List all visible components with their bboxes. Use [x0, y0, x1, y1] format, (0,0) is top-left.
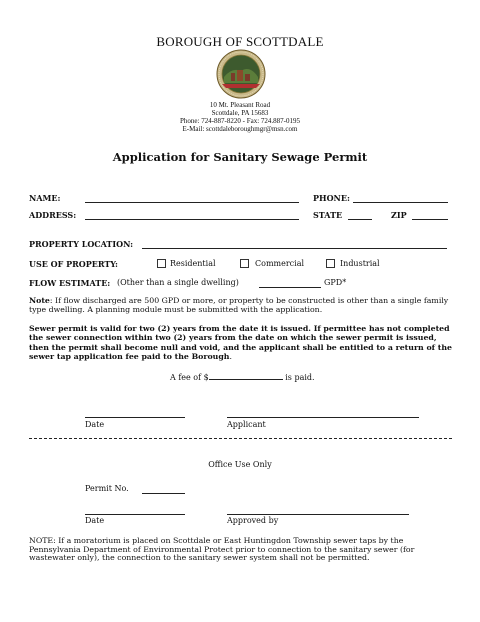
property-location-field[interactable]	[142, 248, 447, 249]
approved-by-line[interactable]	[227, 514, 409, 515]
office-use-heading: Office Use Only	[208, 460, 272, 469]
fee-amount-field[interactable]	[209, 372, 283, 380]
form-title: Application for Sanitary Sewage Permit	[112, 150, 368, 164]
email-line: E-Mail: scottdaleboroughmgr@msn.com	[182, 125, 298, 133]
zip-field[interactable]	[412, 219, 448, 220]
industrial-option-label: Industrial	[340, 259, 380, 268]
cut-divider	[29, 438, 452, 439]
validity-text: Sewer permit is valid for two (2) years from the date it is issued. If permittee has not completed the sewer connection within two (2) years from the date on which the sewer permit is issued, then the permit shall become null and void, and the applicant shall be entitled to a return of the sewer tap application fee paid to the Borough	[29, 324, 452, 362]
flow-estimate-qualifier: (Other than a single dwelling)	[117, 278, 239, 287]
address-line-2: Scottdale, PA 15683	[211, 109, 269, 117]
permit-number-label: Permit No.	[85, 484, 129, 493]
validity-end: .	[229, 352, 232, 362]
residential-checkbox[interactable]	[157, 259, 166, 268]
name-field[interactable]	[85, 202, 299, 203]
name-label: NAME:	[29, 193, 61, 203]
phone-label: PHONE:	[313, 193, 350, 203]
note-text: : If flow discharged are 500 GPD or more, or property to be constructed is other than a single family type dwelling. A planning module must be submitted with the application.	[29, 296, 449, 315]
fee-statement	[170, 372, 315, 382]
office-date-label: Date	[85, 516, 105, 525]
date-label: Date	[85, 420, 105, 429]
property-location-label: PROPERTY LOCATION:	[29, 239, 134, 249]
phone-field[interactable]	[353, 202, 448, 203]
zip-label: ZIP	[391, 210, 407, 220]
residential-option-label: Residential	[170, 259, 216, 268]
approved-by-label: Approved by	[227, 516, 279, 525]
address-line-1: 10 Mt. Pleasant Road	[209, 101, 271, 109]
validity-paragraph	[29, 324, 457, 362]
applicant-label: Applicant	[227, 420, 266, 429]
fee-suffix: is paid.	[282, 373, 315, 382]
state-label: STATE	[313, 210, 343, 220]
applicant-signature-line[interactable]	[227, 417, 419, 418]
flow-estimate-field[interactable]	[259, 287, 321, 288]
permit-number-field[interactable]	[142, 493, 185, 494]
industrial-checkbox[interactable]	[326, 259, 335, 268]
date-signature-line[interactable]	[85, 417, 185, 418]
commercial-checkbox[interactable]	[240, 259, 249, 268]
phone-fax-line: Phone: 724-887-8220 - Fax: 724.887-0195	[180, 117, 300, 125]
borough-title: BOROUGH OF SCOTTDALE	[156, 34, 324, 49]
borough-seal-logo	[216, 49, 266, 99]
state-field[interactable]	[348, 219, 372, 220]
use-of-property-label: USE OF PROPERTY:	[29, 259, 118, 269]
office-date-line[interactable]	[85, 514, 185, 515]
commercial-option-label: Commercial	[255, 259, 305, 268]
moratorium-note: NOTE: If a moratorium is placed on Scottdale or East Huntingdon Township sewer taps by the Pennsylvania Department of Environmental Protect prior to connection to the sanitary sewer (for wastewater only), the connection to the sanitary sewer system shall not be permitted.	[29, 536, 415, 563]
note-label: Note	[29, 296, 50, 305]
address-label: ADDRESS:	[29, 210, 77, 220]
flow-unit: GPD*	[324, 278, 347, 287]
planning-note	[29, 296, 457, 315]
fee-prefix: A fee of $	[170, 373, 209, 382]
flow-estimate-label: FLOW ESTIMATE:	[29, 278, 111, 288]
address-field[interactable]	[85, 219, 299, 220]
